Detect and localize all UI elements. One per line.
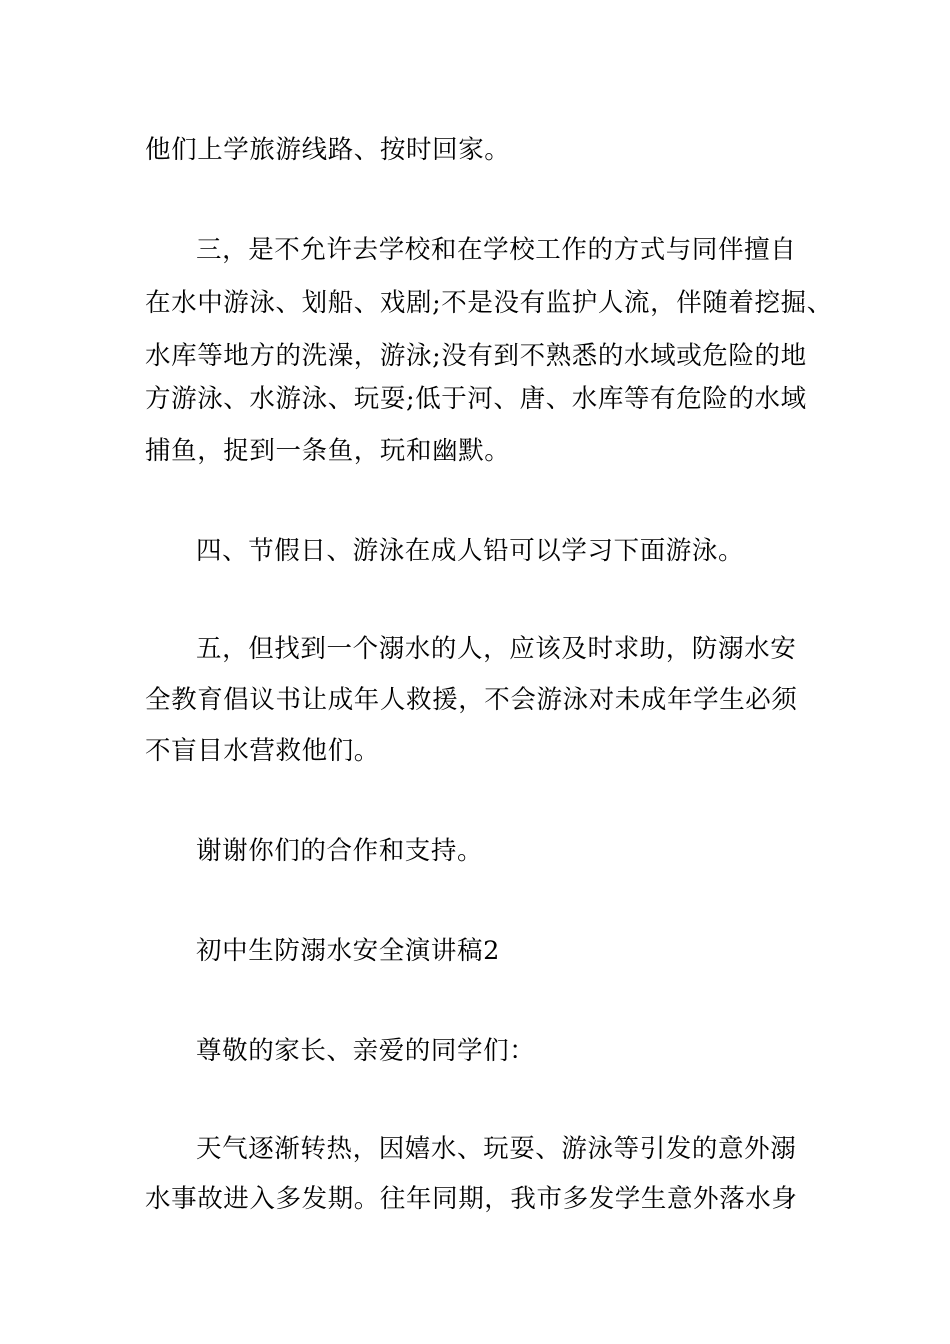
paragraph-5-line-3: 不盲目水营救他们。 (145, 736, 380, 766)
section-title: 初中生防溺水安全演讲稿2 (196, 936, 500, 966)
paragraph-4-line-1: 四、节假日、游泳在成人铅可以学习下面游泳。 (196, 536, 745, 566)
paragraph-5-line-2: 全教育倡议书让成年人救援，不会游泳对未成年学生必须 (145, 685, 798, 715)
salutation: 尊敬的家长、亲爱的同学们： (196, 1036, 536, 1066)
paragraph-body-line-2: 水事故进入多发期。往年同期，我市多发学生意外落水身 (145, 1184, 798, 1214)
paragraph-3-line-2: 在水中游泳、划船、戏剧;不是没有监护人流，伴随着挖掘、 (145, 288, 833, 318)
paragraph-3-line-5: 捕鱼，捉到一条鱼，玩和幽默。 (145, 436, 511, 466)
paragraph-3-line-1: 三，是不允许去学校和在学校工作的方式与同伴擅自 (196, 235, 797, 265)
paragraph-3-line-3: 水库等地方的洗澡，游泳;没有到不熟悉的水域或危险的地 (145, 341, 807, 371)
closing-thanks: 谢谢你们的合作和支持。 (196, 836, 484, 866)
paragraph-3-line-4: 方游泳、水游泳、玩耍;低于河、唐、水库等有危险的水域 (145, 384, 807, 414)
paragraph-5-line-1: 五，但找到一个溺水的人，应该及时求助，防溺水安 (196, 634, 797, 664)
paragraph-body-line-1: 天气逐渐转热，因嬉水、玩耍、游泳等引发的意外溺 (196, 1134, 797, 1164)
paragraph-2-line-end: 他们上学旅游线路、按时回家。 (145, 135, 511, 165)
